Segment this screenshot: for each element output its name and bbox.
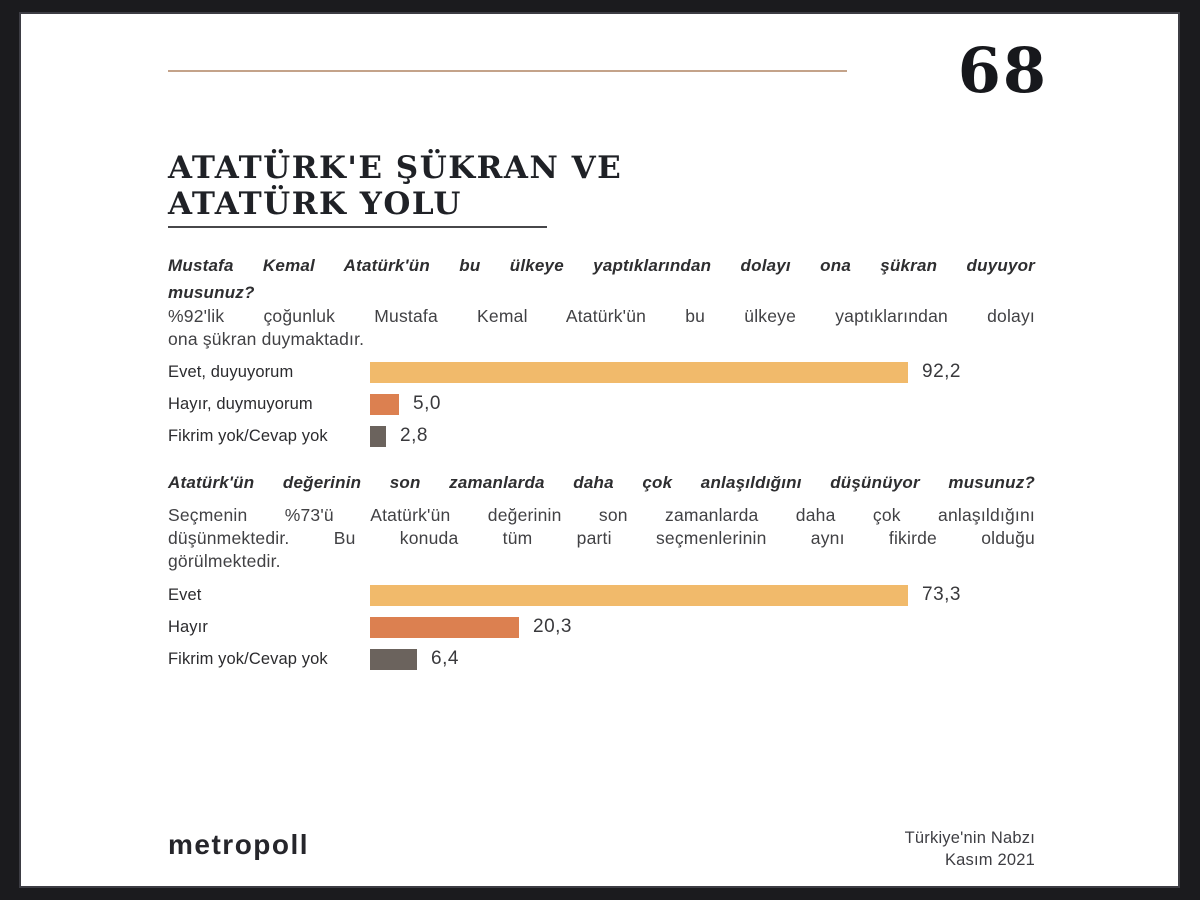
bar <box>370 649 417 670</box>
bar-label: Fikrim yok/Cevap yok <box>168 426 328 445</box>
footer-publication-date: Kasım 2021 <box>944 851 1035 869</box>
bar-value: 92,2 <box>922 361 961 382</box>
header-rule <box>168 70 847 72</box>
bar-label: Hayır, duymuyorum <box>168 394 313 413</box>
bar-value: 6,4 <box>431 648 459 669</box>
chart-row <box>168 579 1048 611</box>
footer-publication <box>905 827 1035 871</box>
summary-2-line2: düşünmektedir. Bu konuda tüm parti seçmenlerinin aynı fikirde olduğu <box>168 528 1035 548</box>
bar-chart-gratitude <box>168 356 1048 452</box>
chart-row <box>168 643 1048 675</box>
bar <box>370 617 519 638</box>
question-1-line1: Mustafa Kemal Atatürk'ün bu ülkeye yaptıklarından dolayı ona şükran duyuyor <box>168 256 1035 275</box>
bar <box>370 362 908 383</box>
chart-row <box>168 420 1048 452</box>
bar <box>370 394 399 415</box>
bar-label: Evet <box>168 585 202 604</box>
bar-value: 5,0 <box>413 393 441 414</box>
question-2-line1: Atatürk'ün değerinin son zamanlarda daha çok anlaşıldığını düşünüyor musunuz? <box>168 473 1035 492</box>
summary-1 <box>168 305 1035 351</box>
report-page <box>21 14 1178 886</box>
bar <box>370 585 908 606</box>
title-underline <box>168 226 547 228</box>
summary-1-line1: %92'lik çoğunluk Mustafa Kemal Atatürk'ün bu ülkeye yaptıklarından dolayı <box>168 306 1035 326</box>
page-title <box>168 150 622 222</box>
footer-publication-name: Türkiye'nin Nabzı <box>904 829 1035 847</box>
chart-row <box>168 388 1048 420</box>
bar-label: Evet, duyuyorum <box>168 362 294 381</box>
bar-value: 20,3 <box>533 616 572 637</box>
summary-2 <box>168 504 1035 573</box>
chart-row <box>168 611 1048 643</box>
bar-value: 73,3 <box>922 584 961 605</box>
bar-label: Fikrim yok/Cevap yok <box>168 649 328 668</box>
chart-row <box>168 356 1048 388</box>
page-title-line2: ATATÜRK YOLU <box>168 186 462 222</box>
bar <box>370 426 386 447</box>
question-1-line2: musunuz? <box>168 283 255 302</box>
bar-value: 2,8 <box>400 425 428 446</box>
page-number: 68 <box>957 34 1048 107</box>
bar-chart-value-understood <box>168 579 1048 675</box>
summary-2-line3: görülmektedir. <box>168 551 281 571</box>
question-2 <box>168 469 1035 496</box>
summary-2-line1: Seçmenin %73'ü Atatürk'ün değerinin son zamanlarda daha çok anlaşıldığını <box>168 505 1035 525</box>
page-title-line1: ATATÜRK'E ŞÜKRAN VE <box>168 150 623 186</box>
question-1 <box>168 252 1035 306</box>
metropoll-logo: metropoll <box>168 829 310 860</box>
summary-1-line2: ona şükran duymaktadır. <box>168 329 365 349</box>
bar-label: Hayır <box>168 617 208 636</box>
